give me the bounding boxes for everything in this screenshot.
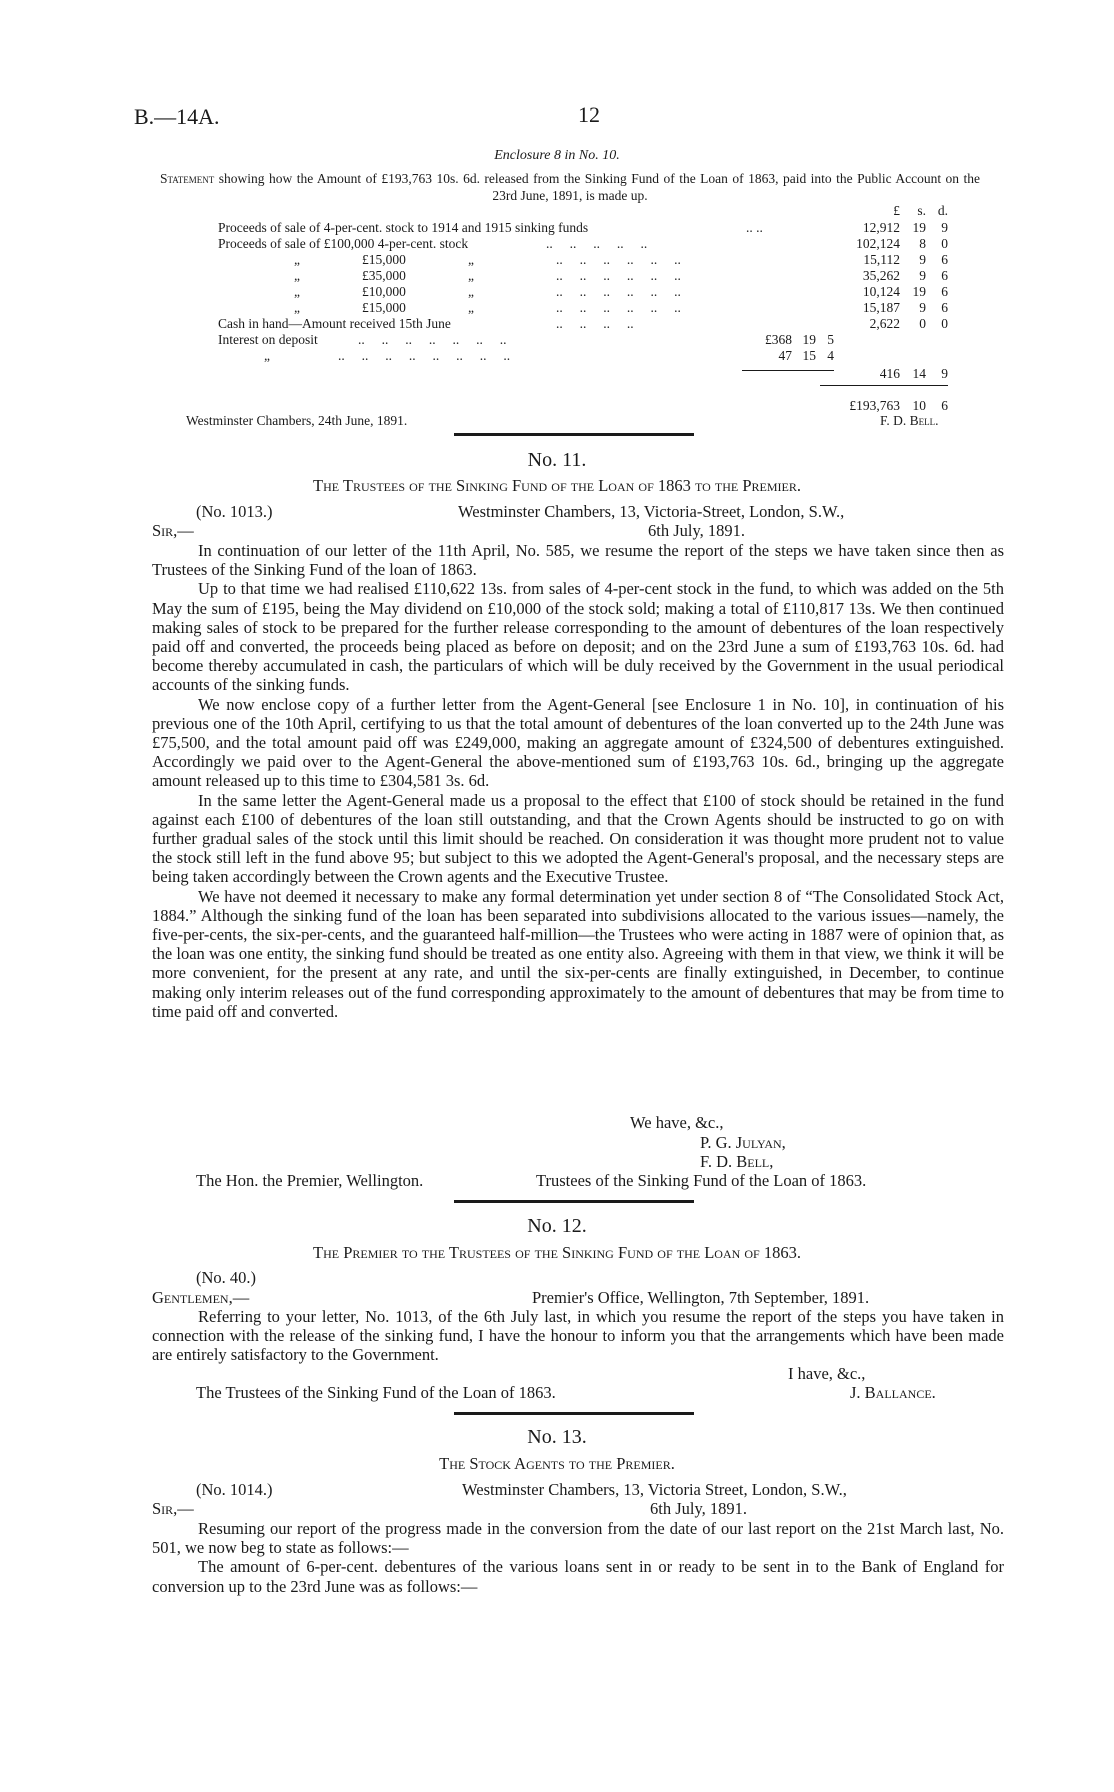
row-shillings: 9 <box>919 268 926 283</box>
row-pence: 9 <box>941 220 948 235</box>
interest-pounds: 47 <box>778 348 792 363</box>
paragraph: We now enclose copy of a further letter from the Agent-General [see Enclosure 1 in No. 10], in continuation of his previous one of the 10th April, certifying to us that the total amount of debentures of the loan converted up to the 24th June was £75,500, and the total amount paid off was £249,000, making an aggregate amount of £324,500 of debentures extinguished. Accordingly we paid over to the Agent-General the above-mentioned sum of £193,763 10s. 6d., bringing up the aggregate amount released up to this time to £304,581 3s. 6d. <box>152 694 1004 791</box>
leader-dots: .. .. .. .. .. .. <box>556 284 681 299</box>
addressee: The Trustees of the Sinking Fund of the Loan of 1863. <box>196 1383 556 1402</box>
row-pence: 6 <box>941 268 948 283</box>
row-shillings: 19 <box>912 220 926 235</box>
ditto-mark: „ <box>294 268 300 283</box>
ditto-mark: „ <box>294 284 300 299</box>
paragraph: Resuming our report of the progress made in the conversion from the date of our last report on the 21st March last, No. 501, we now beg to state as follows:— <box>152 1519 1004 1558</box>
interest-label: Interest on deposit <box>218 332 318 347</box>
section-divider <box>454 1412 694 1415</box>
ditto-mark: „ <box>264 348 270 363</box>
interest-pence: 4 <box>827 348 834 363</box>
letter-address: Westminster Chambers, 13, Victoria-Street, London, S.W., <box>458 502 845 521</box>
row-shillings: 8 <box>919 236 926 251</box>
grand-total-shillings: 10 <box>912 398 926 413</box>
letter-date: 6th July, 1891. <box>648 521 746 540</box>
salutation: Sir,— <box>152 521 194 540</box>
statement-text: showing how the Amount of £193,763 10s. 6d. released from the Sinking Fund of the Loan of 1863, paid into the Public Account on the 23rd June, 1891, is made up. <box>218 171 981 203</box>
letter-ref: (No. 40.) <box>196 1268 257 1287</box>
interest-pence: 5 <box>827 332 834 347</box>
row-pounds: 10,124 <box>862 284 900 299</box>
grand-total-pence: 6 <box>941 398 948 413</box>
paragraph: In the same letter the Agent-General made us a proposal to the effect that £100 of stock should be retained in the fund against each £100 of debentures of the loan still outstanding, and that the Crown Agents should be instructed to go on with further gradual sales of the stock until this limit should be reached. On consideration it was thought more prudent not to value the stock still left in the fund above 95; but subject to this we adopted the Agent-General's proposal, and the necessary steps are being taken accordingly between the Crown agents and the Executive Trustee. <box>152 790 1004 887</box>
letter-body-no13 <box>152 1519 1004 1596</box>
ditto-mark: „ <box>294 252 300 267</box>
row-pence: 0 <box>941 316 948 331</box>
row-pounds: 15,112 <box>863 252 900 267</box>
letter-address: Westminster Chambers, 13, Victoria Street, London, S.W., <box>462 1480 847 1499</box>
signatory-title: Trustees of the Sinking Fund of the Loan of 1863. <box>536 1171 867 1190</box>
document-reference: B.—14A. <box>134 104 220 129</box>
salutation: Gentlemen,— <box>152 1288 250 1307</box>
letter-date: 6th July, 1891. <box>650 1499 748 1518</box>
ditto-mark: „ <box>468 284 474 299</box>
letter-ref: (No. 1013.) <box>196 502 273 521</box>
page-number: 12 <box>578 102 600 127</box>
signatory: F. D. Bell, <box>700 1152 774 1171</box>
row-pence: 6 <box>941 284 948 299</box>
salutation: Sir,— <box>152 1499 194 1518</box>
leader-dots: .. .. .. .. .. .. <box>556 268 681 283</box>
col-pounds-header: £ <box>893 203 900 218</box>
row-amount: £15,000 <box>362 252 406 267</box>
row-pence: 6 <box>941 252 948 267</box>
leader-dots: .. .. .. .. .. .. <box>556 252 681 267</box>
place-date: Westminster Chambers, 24th June, 1891. <box>186 413 408 428</box>
letter-body-no12 <box>152 1307 1004 1365</box>
section-heading-no11: No. 11. <box>527 449 587 471</box>
interest-total-pounds: 416 <box>879 366 900 381</box>
leader-dots: .. .. .. .. .. .. .. .. <box>338 348 511 363</box>
letter-title-no12: The Premier to the Trustees of the Sinking Fund of the Loan of 1863. <box>313 1243 801 1262</box>
col-shillings-header: s. <box>917 203 926 218</box>
row-amount: £35,000 <box>362 268 406 283</box>
statement-caption <box>160 170 980 204</box>
section-divider <box>454 433 694 436</box>
section-heading-no12: No. 12. <box>527 1215 587 1237</box>
row-pounds: 102,124 <box>856 236 900 251</box>
ditto-mark: „ <box>468 268 474 283</box>
enclosure-title: Enclosure 8 in No. 10. <box>494 148 620 163</box>
signature: J. Ballance. <box>850 1383 936 1402</box>
col-pence-header: d. <box>937 203 948 218</box>
row-amount: £15,000 <box>362 300 406 315</box>
paragraph: The amount of 6-per-cent. debentures of the various loans sent in or ready to be sent in to the Bank of England for conversion up to the 23rd June was as follows:— <box>152 1557 1004 1596</box>
leader-dots: .. .. .. .. .. <box>546 236 648 251</box>
interest-total-shillings: 14 <box>912 366 926 381</box>
addressee: The Hon. the Premier, Wellington. <box>196 1171 424 1190</box>
paragraph: Up to that time we had realised £110,622 13s. from sales of 4-per-cent stock in the fund, to which was added on the 5th May the sum of £195, being the May dividend on £10,000 of the stock sold; making a total of £110,817 13s. We then continued making sales of stock to be prepared for the further release corresponding to the amount of debentures of the loan respectively paid off and converted, the proceeds being placed as before on deposit; and on the 23rd June a sum of £193,763 10s. 6d. had become thereby accumulated in cash, the particulars of which will be duly received by the Government in the usual periodical accounts of the sinking funds. <box>152 579 1004 695</box>
leader-dots: .. .. .. .. .. .. .. <box>358 332 507 347</box>
row-shillings: 9 <box>919 252 926 267</box>
letter-title-no11: The Trustees of the Sinking Fund of the Loan of 1863 to the Premier. <box>313 476 801 495</box>
row-pounds: 35,262 <box>862 268 900 283</box>
interest-total-pence: 9 <box>941 366 948 381</box>
row-pence: 0 <box>941 236 948 251</box>
statement-lead: Statement <box>160 171 215 186</box>
row-pence: 6 <box>941 300 948 315</box>
leader-dots: .. .. .. .. <box>556 316 634 331</box>
closing: I have, &c., <box>788 1364 866 1383</box>
letter-ref: (No. 1014.) <box>196 1480 273 1499</box>
leader-dots: .. .. <box>746 220 763 235</box>
section-divider <box>454 1200 694 1203</box>
row-pounds: 15,187 <box>862 300 900 315</box>
letter-title-no13: The Stock Agents to the Premier. <box>439 1454 675 1473</box>
interest-shillings: 15 <box>802 348 816 363</box>
paragraph: In continuation of our letter of the 11th April, No. 585, we resume the report of the steps we have taken since then as Trustees of the Sinking Fund of the loan of 1863. <box>152 541 1004 580</box>
grand-total-pounds: £193,763 <box>849 398 900 413</box>
paragraph: Referring to your letter, No. 1013, of the 6th July last, in which you resume the report of the steps you have taken in connection with the release of the sinking fund, I have the honour to inform you that the arrangements which have been made are entirely satisfactory to the Government. <box>152 1307 1004 1365</box>
row-label: Proceeds of sale of 4-per-cent. stock to 1914 and 1915 sinking funds <box>218 220 589 235</box>
ditto-mark: „ <box>468 300 474 315</box>
signature: F. D. Bell. <box>880 413 939 428</box>
row-pounds: 12,912 <box>862 220 900 235</box>
section-heading-no13: No. 13. <box>527 1426 587 1448</box>
row-label: Cash in hand—Amount received 15th June <box>218 316 451 331</box>
letter-body-no11 <box>152 541 1004 1021</box>
row-shillings: 9 <box>919 300 926 315</box>
interest-shillings: 19 <box>802 332 816 347</box>
paragraph: We have not deemed it necessary to make any formal determination yet under section 8 of “The Consolidated Stock Act, 1884.” Although the sinking fund of the loan has been separated into subdivisions allocated to the various issues—namely, the five-per-cents, the six-per-cents, and the guaranteed half-million—the Trustees who were acting in 1887 were of opinion that, as the loan was one entity, the sinking fund should be treated as one entity also. Agreeing with them in that view, we think it will be more convenient, for the present at any rate, and until the six-per-cents are finally extinguished, in December, to continue making only interim releases out of the fund corresponding approximately to the amount of debentures that may be from time to time paid off and converted. <box>152 886 1004 1021</box>
row-amount: £10,000 <box>362 284 406 299</box>
closing: We have, &c., <box>630 1113 724 1132</box>
row-label: Proceeds of sale of £100,000 4-per-cent. stock <box>218 236 469 251</box>
ditto-mark: „ <box>468 252 474 267</box>
signatory: P. G. Julyan, <box>700 1133 786 1152</box>
row-pounds: 2,622 <box>869 316 900 331</box>
row-shillings: 0 <box>919 316 926 331</box>
leader-dots: .. .. .. .. .. .. <box>556 300 681 315</box>
ditto-mark: „ <box>294 300 300 315</box>
row-shillings: 19 <box>912 284 926 299</box>
total-rule <box>820 385 948 386</box>
interest-pounds: £368 <box>765 332 792 347</box>
letter-address-date: Premier's Office, Wellington, 7th September, 1891. <box>532 1288 870 1307</box>
